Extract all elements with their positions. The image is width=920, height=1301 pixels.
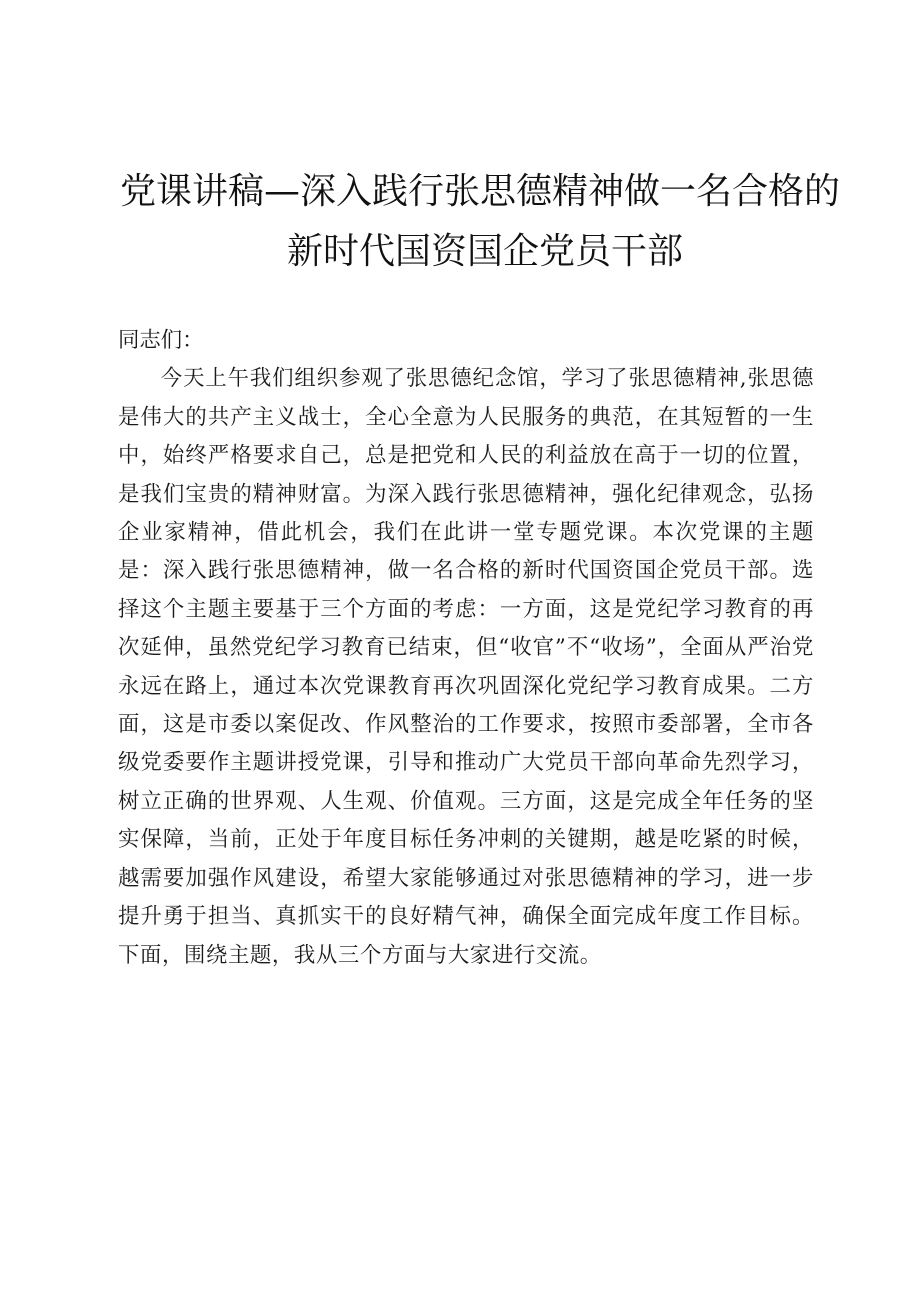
title-line-2: 新时代国资国企党员干部 xyxy=(287,231,684,272)
salutation: 同志们： xyxy=(118,328,204,353)
title-line-1: 党课讲稿—深入践行张思德精神做一名合格的 xyxy=(120,171,841,212)
document-body xyxy=(118,322,814,975)
document-title xyxy=(0,162,920,282)
body-paragraph: 今天上午我们组织参观了张思德纪念馆，学习了张思德精神,张思德是伟大的共产主义战士，全心全意为人民服务的典范，在其短暂的一生中，始终严格要求自己，总是把党和人民的利益放在高于一切的位置，是我们宝贵的精神财富。为深入践行张思德精神，强化纪律观念，弘扬企业家精神，借此机会，我们在此讲一堂专题党课。本次党课的主题是：深入践行张思德精神，做一名合格的新时代国资国企党员干部。选择这个主题主要基于三个方面的考虑：一方面，这是党纪学习教育的再次延伸，虽然党纪学习教育已结束，但“收官”不“收场”，全面从严治党永远在路上，通过本次党课教育再次巩固深化党纪学习教育成果。二方面，这是市委以案促改、作风整治的工作要求，按照市委部署，全市各级党委要作主题讲授党课，引导和推动广大党员干部向革命先烈学习，树立正确的世界观、人生观、价值观。三方面，这是完成全年任务的坚实保障，当前，正处于年度目标任务冲刺的关键期，越是吃紧的时候，越需要加强作风建设，希望大家能够通过对张思德精神的学习，进一步提升勇于担当、真抓实干的良好精气神，确保全面完成年度工作目标。下面，围绕主题，我从三个方面与大家进行交流。 xyxy=(118,366,814,968)
